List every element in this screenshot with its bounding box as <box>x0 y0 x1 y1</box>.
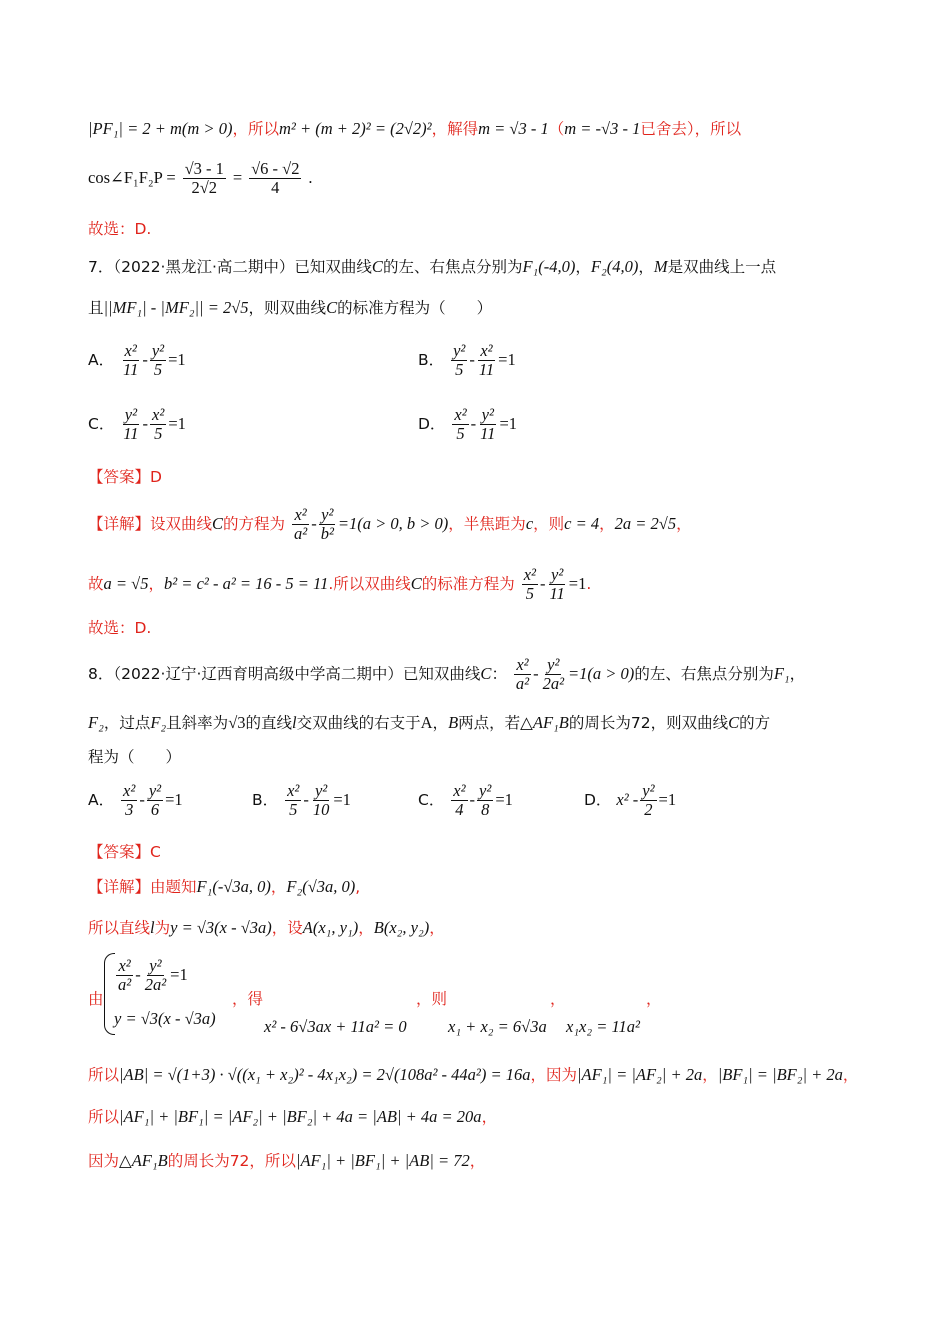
q7-option-d[interactable]: D． $\frac{\text{x²}}{5}$ - $\frac{\text{y²}}{11}$ =1 <box>418 405 517 443</box>
q8-system-you: 由 <box>88 990 104 1008</box>
q8-detail-ab: 所以|AB| = √(1+3) · √((x₁ + x₂)² - 4x₁x₂) = 2√(108a² - 44a²) = 16a，因为|AF₁| = |AF₂| + 2a，|BF₁| = |BF₂| + 2a， <box>88 1065 859 1084</box>
q8-option-a[interactable]: A． $\frac{\text{x²}}{3}$ - $\frac{\text{y²}}{6}$ =1 <box>88 781 183 819</box>
q8-system-de: ，得 <box>232 990 264 1008</box>
q8-detail-perimeter: 因为△AF₁B的周长为72，所以|AF₁| + |BF₁| + |AB| = 72， <box>88 1151 486 1170</box>
q8-option-c[interactable]: C． $\frac{\text{x²}}{4}$ - $\frac{\text{y²}}{8}$ =1 <box>418 781 513 819</box>
fraction: $\frac{√6 - √2}{4}$ <box>251 159 300 197</box>
q8-detail-line1: 【详解】由题知F₁(-√3a, 0)，F₂(√3a, 0), <box>88 877 361 896</box>
q8-sum: x₁ + x₂ = 6√3a <box>448 1017 547 1036</box>
q7-detail-line2: 故a = √5，b² = c² - a² = 16 - 5 = 11.所以双曲线C的标准方程为 $\frac{\text{x²}}{5}$ - $\frac{\text{y²}}{11}$ =1. <box>88 565 592 603</box>
q8-detail-line2: 所以直线l为y = √3(x - √3a)，设A(x₁, y₁)，B(x₂, y₂)， <box>88 918 445 937</box>
q8-system-ze: ，则 <box>416 990 448 1008</box>
q8-comma1: ， <box>550 990 566 1008</box>
q7-stem-line1: 7．（2022·黑龙江·高二期中）已知双曲线C的左、右焦点分别为F₁(-4,0)，F₂(4,0)，M是双曲线上一点 <box>88 257 777 276</box>
q8-answer: 【答案】C <box>88 843 161 861</box>
q7-option-b[interactable]: B． $\frac{\text{y²}}{5}$ - $\frac{\text{x²}}{11}$ =1 <box>418 341 516 379</box>
q8-quadratic: x² - 6√3ax + 11a² = 0 <box>264 1017 407 1036</box>
q7-option-a[interactable]: A． $\frac{\text{x²}}{11}$ - $\frac{\text{y²}}{5}$ =1 <box>88 341 186 379</box>
q7-stem-line2: 且||MF₁| - |MF₂|| = 2√5，则双曲线C的标准方程为（ ） <box>88 298 493 317</box>
q8-stem-line2: F₂，过点F₂且斜率为√3的直线l交双曲线的右支于A，B两点，若△AF₁B的周长为72，则双曲线C的方 <box>88 713 771 732</box>
q7-option-c[interactable]: C． $\frac{\text{y²}}{11}$ - $\frac{\text{x²}}{5}$ =1 <box>88 405 186 443</box>
q8-product: x₁x₂ = 11a² <box>566 1017 640 1036</box>
solution-line-cos: cos∠F₁F₂P = $\frac{√3 - 1}{2√2}$ = $\frac{√6 - √2}{4}$ . <box>88 159 313 197</box>
q8-detail-sum: 所以|AF₁| + |BF₁| = |AF₂| + |BF₂| + 4a = |AB| + 4a = 20a， <box>88 1107 498 1126</box>
q7-answer: 【答案】D <box>88 468 162 486</box>
q7-choice: 故选：D. <box>88 619 152 637</box>
q8-system-row2: y = √3(x - √3a) <box>114 1009 216 1028</box>
choice-line: 故选：D. <box>88 220 152 238</box>
q8-option-b[interactable]: B． $\frac{\text{x²}}{5}$ - $\frac{\text{y²}}{10}$ =1 <box>252 781 351 819</box>
q7-detail-line1: 【详解】设双曲线C的方程为 $\frac{\text{x²}}{\text{a²}}$ - $\frac{\text{y²}}{\text{b²}}$ =1(a > 0, b > 0)，半焦距为c，则c = 4，2a = 2√5， <box>88 505 692 543</box>
q8-stem-line1: 8．（2022·辽宁·辽西育明高级中学高二期中）已知双曲线C： $\frac{\text{x²}}{\text{a²}}$ - $\frac{\text{y²}}{\text{2a²}}$ =1(a > 0)的左、右焦点分别为F₁， <box>88 655 806 693</box>
solution-line-pf1: |PF₁| = 2 + m(m > 0)，所以m² + (m + 2)² = (2√2)²，解得m = √3 - 1（m = -√3 - 1已舍去），所以 <box>88 119 742 138</box>
q8-system-row1: $\frac{\text{x²}}{\text{a²}}$ - $\frac{\text{y²}}{\text{2a²}}$ =1 <box>118 956 188 994</box>
fraction: $\frac{√3 - 1}{2√2}$ <box>184 159 224 197</box>
q8-comma2: ， <box>646 990 662 1008</box>
q8-option-d[interactable]: D． x² - $\frac{\text{y²}}{2}$ =1 <box>584 781 677 819</box>
q8-stem-line3: 程为（ ） <box>88 748 182 766</box>
